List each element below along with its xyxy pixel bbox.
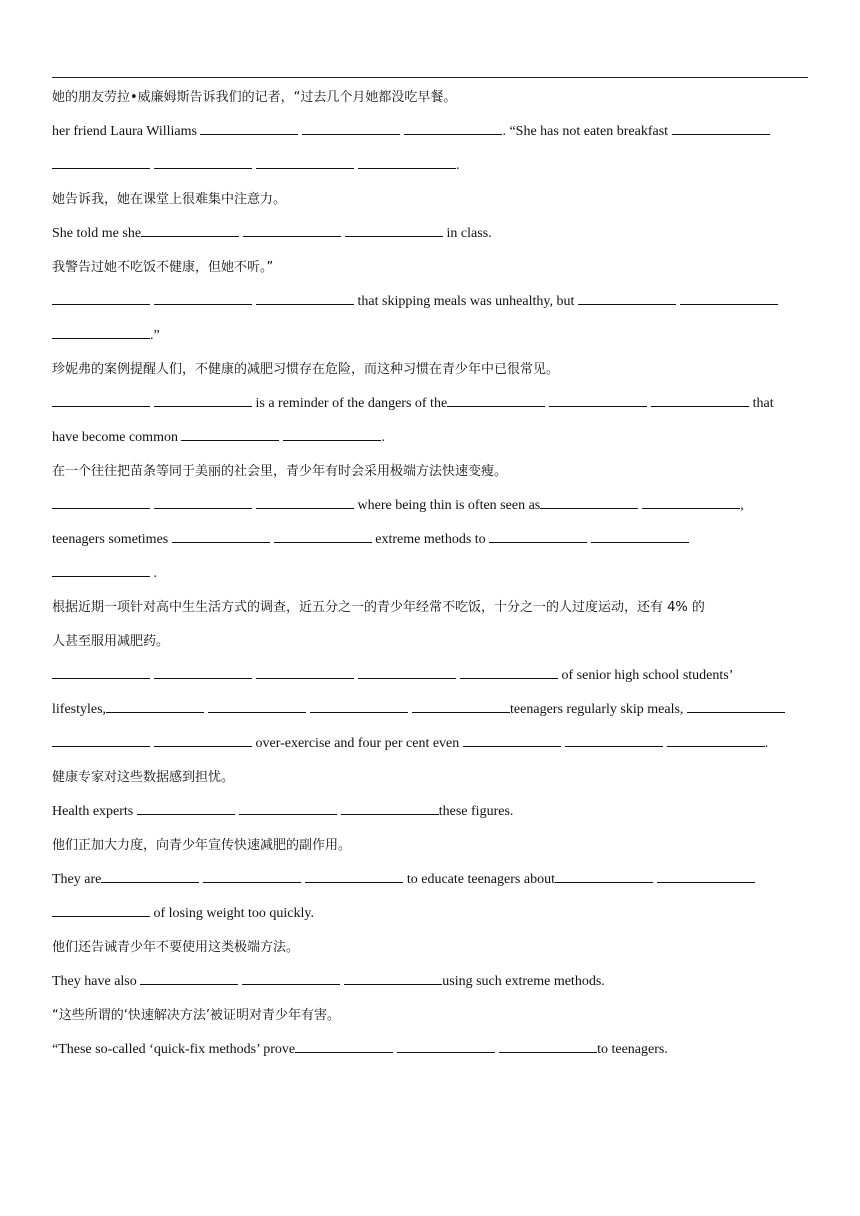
answer-blank[interactable] xyxy=(345,223,443,237)
answer-blank[interactable] xyxy=(295,1039,393,1053)
answer-blank[interactable] xyxy=(137,801,235,815)
chinese-sentence: 她告诉我，她在课堂上很难集中注意力。 xyxy=(52,192,287,207)
chinese-sentence: 她的朋友劳拉•威廉姆斯告诉我们的记者，“过去几个月她都没吃早餐。 xyxy=(52,90,457,105)
english-sentence-line xyxy=(52,149,812,183)
answer-blank[interactable] xyxy=(358,665,456,679)
answer-blank[interactable] xyxy=(239,801,337,815)
english-sentence-line xyxy=(52,285,812,319)
answer-blank[interactable] xyxy=(358,155,456,169)
sentence-text: using such extreme methods. xyxy=(442,974,605,989)
english-sentence-line xyxy=(52,659,812,693)
sentence-text: over-exercise and four per cent even xyxy=(252,736,463,751)
english-sentence-line xyxy=(52,1033,812,1067)
chinese-sentence: 在一个往往把苗条等同于美丽的社会里，青少年有时会采用极端方法快速变瘦。 xyxy=(52,464,508,479)
sentence-text: . xyxy=(381,430,385,445)
answer-blank[interactable] xyxy=(672,121,770,135)
answer-blank[interactable] xyxy=(499,1039,597,1053)
answer-blank[interactable] xyxy=(52,665,150,679)
answer-blank[interactable] xyxy=(52,733,150,747)
answer-blank[interactable] xyxy=(256,155,354,169)
answer-blank[interactable] xyxy=(404,121,502,135)
answer-blank[interactable] xyxy=(555,869,653,883)
answer-blank[interactable] xyxy=(154,393,252,407)
english-sentence-line xyxy=(52,693,812,727)
sentence-text: extreme methods to xyxy=(371,532,490,547)
answer-blank[interactable] xyxy=(344,971,442,985)
answer-blank[interactable] xyxy=(489,529,587,543)
chinese-sentence: 他们还告诫青少年不要使用这类极端方法。 xyxy=(52,940,300,955)
exercise-body xyxy=(52,81,812,1067)
answer-blank[interactable] xyxy=(154,733,252,747)
answer-blank[interactable] xyxy=(106,699,204,713)
answer-blank[interactable] xyxy=(52,155,150,169)
sentence-text: is a reminder of the dangers of the xyxy=(252,396,448,411)
sentence-text: They have also xyxy=(52,974,141,989)
sentence-text: . “She has not eaten breakfast xyxy=(502,124,672,139)
answer-blank[interactable] xyxy=(578,291,676,305)
english-sentence-line xyxy=(52,115,812,149)
answer-blank[interactable] xyxy=(154,665,252,679)
sentence-text: lifestyles, xyxy=(52,702,107,717)
english-sentence-line xyxy=(52,965,812,999)
answer-blank[interactable] xyxy=(642,495,740,509)
sentence-text: where being thin is often seen as xyxy=(354,498,541,513)
chinese-sentence: 他们正加大力度，向青少年宣传快速减肥的副作用。 xyxy=(52,838,352,853)
sentence-text: Health experts xyxy=(52,804,137,819)
sentence-text: . xyxy=(764,736,769,751)
answer-blank[interactable] xyxy=(460,665,558,679)
answer-blank[interactable] xyxy=(274,529,372,543)
answer-blank[interactable] xyxy=(540,495,638,509)
english-sentence-line xyxy=(52,421,812,455)
answer-blank[interactable] xyxy=(447,393,545,407)
sentence-text: to educate teenagers about xyxy=(403,872,555,887)
sentence-text: that skipping meals was unhealthy, but xyxy=(354,294,578,309)
english-sentence-line xyxy=(52,387,812,421)
answer-blank[interactable] xyxy=(310,699,408,713)
answer-blank[interactable] xyxy=(52,495,150,509)
answer-blank[interactable] xyxy=(412,699,510,713)
answer-blank[interactable] xyxy=(283,427,381,441)
answer-blank[interactable] xyxy=(687,699,785,713)
answer-blank[interactable] xyxy=(397,1039,495,1053)
sentence-text: teenagers sometimes xyxy=(52,532,172,547)
answer-blank[interactable] xyxy=(305,869,403,883)
english-sentence-line xyxy=(52,489,812,523)
sentence-text: to teenagers. xyxy=(597,1042,668,1057)
answer-blank[interactable] xyxy=(651,393,749,407)
chinese-sentence: 健康专家对这些数据感到担忧。 xyxy=(52,770,235,785)
answer-blank[interactable] xyxy=(52,325,150,339)
header-rule xyxy=(52,77,808,78)
answer-blank[interactable] xyxy=(565,733,663,747)
answer-blank[interactable] xyxy=(208,699,306,713)
answer-blank[interactable] xyxy=(140,971,238,985)
chinese-sentence: 我警告过她不吃饭不健康，但她不听。” xyxy=(52,260,274,275)
english-sentence-line xyxy=(52,557,812,591)
answer-blank[interactable] xyxy=(256,665,354,679)
english-sentence-line xyxy=(52,863,812,897)
english-sentence-line xyxy=(52,319,812,353)
chinese-sentence: 珍妮弗的案例提醒人们，不健康的减肥习惯存在危险，而这种习惯在青少年中已很常见。 xyxy=(52,362,560,377)
answer-blank[interactable] xyxy=(141,223,239,237)
sentence-text: , xyxy=(740,498,744,513)
answer-blank[interactable] xyxy=(200,121,298,135)
answer-blank[interactable] xyxy=(154,155,252,169)
sentence-text: . xyxy=(150,566,157,581)
sentence-text: .” xyxy=(150,328,160,343)
answer-blank[interactable] xyxy=(52,903,150,917)
answer-blank[interactable] xyxy=(256,495,354,509)
sentence-text: . xyxy=(456,158,460,173)
answer-blank[interactable] xyxy=(181,427,279,441)
answer-blank[interactable] xyxy=(154,291,252,305)
answer-blank[interactable] xyxy=(101,869,199,883)
chinese-sentence: 人甚至服用减肥药。 xyxy=(52,634,170,649)
english-sentence-line xyxy=(52,523,812,557)
answer-blank[interactable] xyxy=(52,563,150,577)
answer-blank[interactable] xyxy=(52,291,150,305)
sentence-text: teenagers regularly skip meals, xyxy=(510,702,687,717)
sentence-text: her friend Laura Williams xyxy=(52,124,201,139)
english-sentence-line xyxy=(52,795,812,829)
answer-blank[interactable] xyxy=(154,495,252,509)
answer-blank[interactable] xyxy=(243,223,341,237)
answer-blank[interactable] xyxy=(203,869,301,883)
answer-blank[interactable] xyxy=(657,869,755,883)
sentence-text: of senior high school students’ xyxy=(558,668,734,683)
answer-blank[interactable] xyxy=(591,529,689,543)
answer-blank[interactable] xyxy=(256,291,354,305)
english-sentence-line xyxy=(52,897,812,931)
sentence-text: these figures. xyxy=(438,804,514,819)
sentence-text: have become common xyxy=(52,430,182,445)
answer-blank[interactable] xyxy=(463,733,561,747)
english-sentence-line xyxy=(52,217,812,251)
chinese-sentence: “这些所谓的‘快速解决方法’被证明对青少年有害。 xyxy=(52,1008,340,1023)
answer-blank[interactable] xyxy=(667,733,765,747)
answer-blank[interactable] xyxy=(680,291,778,305)
sentence-text: of losing weight too quickly. xyxy=(150,906,314,921)
english-sentence-line xyxy=(52,727,812,761)
answer-blank[interactable] xyxy=(52,393,150,407)
answer-blank[interactable] xyxy=(172,529,270,543)
answer-blank[interactable] xyxy=(341,801,439,815)
sentence-text: They are xyxy=(52,872,102,887)
answer-blank[interactable] xyxy=(302,121,400,135)
answer-blank[interactable] xyxy=(549,393,647,407)
chinese-sentence: 根据近期一项针对高中生生活方式的调查，近五分之一的青少年经常不吃饭，十分之一的人过度运动，还有 4% 的 xyxy=(52,600,705,615)
sentence-text: She told me she xyxy=(52,226,142,241)
answer-blank[interactable] xyxy=(242,971,340,985)
sentence-text: “These so-called ‘quick-fix methods’ prove xyxy=(52,1042,296,1057)
sentence-text: that xyxy=(749,396,774,411)
sentence-text: in class. xyxy=(443,226,492,241)
